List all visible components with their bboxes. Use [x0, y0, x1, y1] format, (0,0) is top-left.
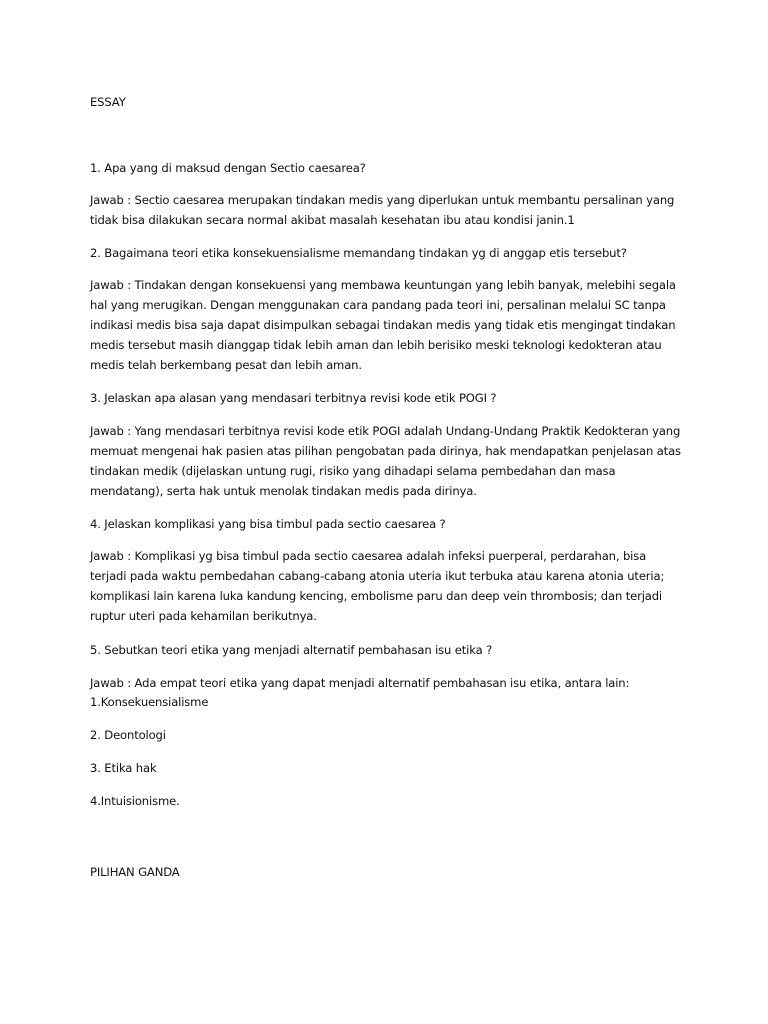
- list-item: 3. Etika hak: [90, 761, 157, 775]
- answer-4-line-2: terjadi pada waktu pembedahan cabang-cabang atonia uteria ikut terbuka atau karena atonia uteria;: [90, 569, 665, 583]
- answer-2-line-2: hal yang merugikan. Dengan menggunakan cara pandang pada teori ini, persalinan melalui SC tanpa: [90, 298, 666, 312]
- list-item: 4.Intuisionisme.: [90, 794, 180, 808]
- list-item: 2. Deontologi: [90, 728, 166, 742]
- multiple-choice-heading: PILIHAN GANDA: [90, 865, 180, 879]
- answer-2-line-5: medis telah berkembang pesat dan lebih aman.: [90, 358, 362, 372]
- answer-2-line-3: indikasi medis bisa saja dapat disimpulkan sebagai tindakan medis yang tidak etis mengingat tindakan: [90, 318, 676, 332]
- question-5: 5. Sebutkan teori etika yang menjadi alternatif pembahasan isu etika ?: [90, 643, 493, 657]
- question-4: 4. Jelaskan komplikasi yang bisa timbul pada sectio caesarea ?: [90, 517, 446, 531]
- answer-3-line-3: tindakan medik (dijelaskan untung rugi, risiko yang dihadapi selama pembedahan dan masa: [90, 464, 616, 478]
- answer-4-line-1: Jawab : Komplikasi yg bisa timbul pada sectio caesarea adalah infeksi puerperal, perdarahan, bisa: [90, 549, 647, 563]
- answer-4-line-4: ruptur uteri pada kehamilan berikutnya.: [90, 609, 317, 623]
- answer-3-line-2: memuat mengenai hak pasien atas pilihan pengobatan pada dirinya, hak mendapatkan penjelasan atas: [90, 444, 681, 458]
- answer-4-line-3: komplikasi lain karena luka kandung kencing, embolisme paru dan deep vein thrombosis; dan terjadi: [90, 589, 663, 603]
- answer-1-line-1: Jawab : Sectio caesarea merupakan tindakan medis yang diperlukan untuk membantu persalinan yang: [90, 193, 675, 207]
- answer-3-line-4: mendatang), serta hak untuk menolak tindakan medis pada dirinya.: [90, 484, 477, 498]
- answer-1-line-2: tidak bisa dilakukan secara normal akibat masalah kesehatan ibu atau kondisi janin.1: [90, 213, 575, 227]
- answer-5-line-1: Jawab : Ada empat teori etika yang dapat menjadi alternatif pembahasan isu etika, antara lain:: [90, 676, 630, 690]
- answer-2-line-4: medis tersebut masih dianggap tidak lebih aman dan lebih berisiko meski teknologi kedokteran atau: [90, 338, 662, 352]
- answer-3-line-1: Jawab : Yang mendasari terbitnya revisi kode etik POGI adalah Undang-Undang Praktik Kedokteran yang: [90, 424, 681, 438]
- essay-heading: ESSAY: [90, 95, 126, 109]
- question-1: 1. Apa yang di maksud dengan Sectio caesarea?: [90, 161, 366, 175]
- answer-5-line-2: 1.Konsekuensialisme: [90, 695, 209, 709]
- question-3: 3. Jelaskan apa alasan yang mendasari terbitnya revisi kode etik POGI ?: [90, 391, 497, 405]
- answer-2-line-1: Jawab : Tindakan dengan konsekuensi yang membawa keuntungan yang lebih banyak, melebihi segala: [90, 278, 676, 292]
- question-2: 2. Bagaimana teori etika konsekuensialisme memandang tindakan yg di anggap etis tersebut?: [90, 246, 627, 260]
